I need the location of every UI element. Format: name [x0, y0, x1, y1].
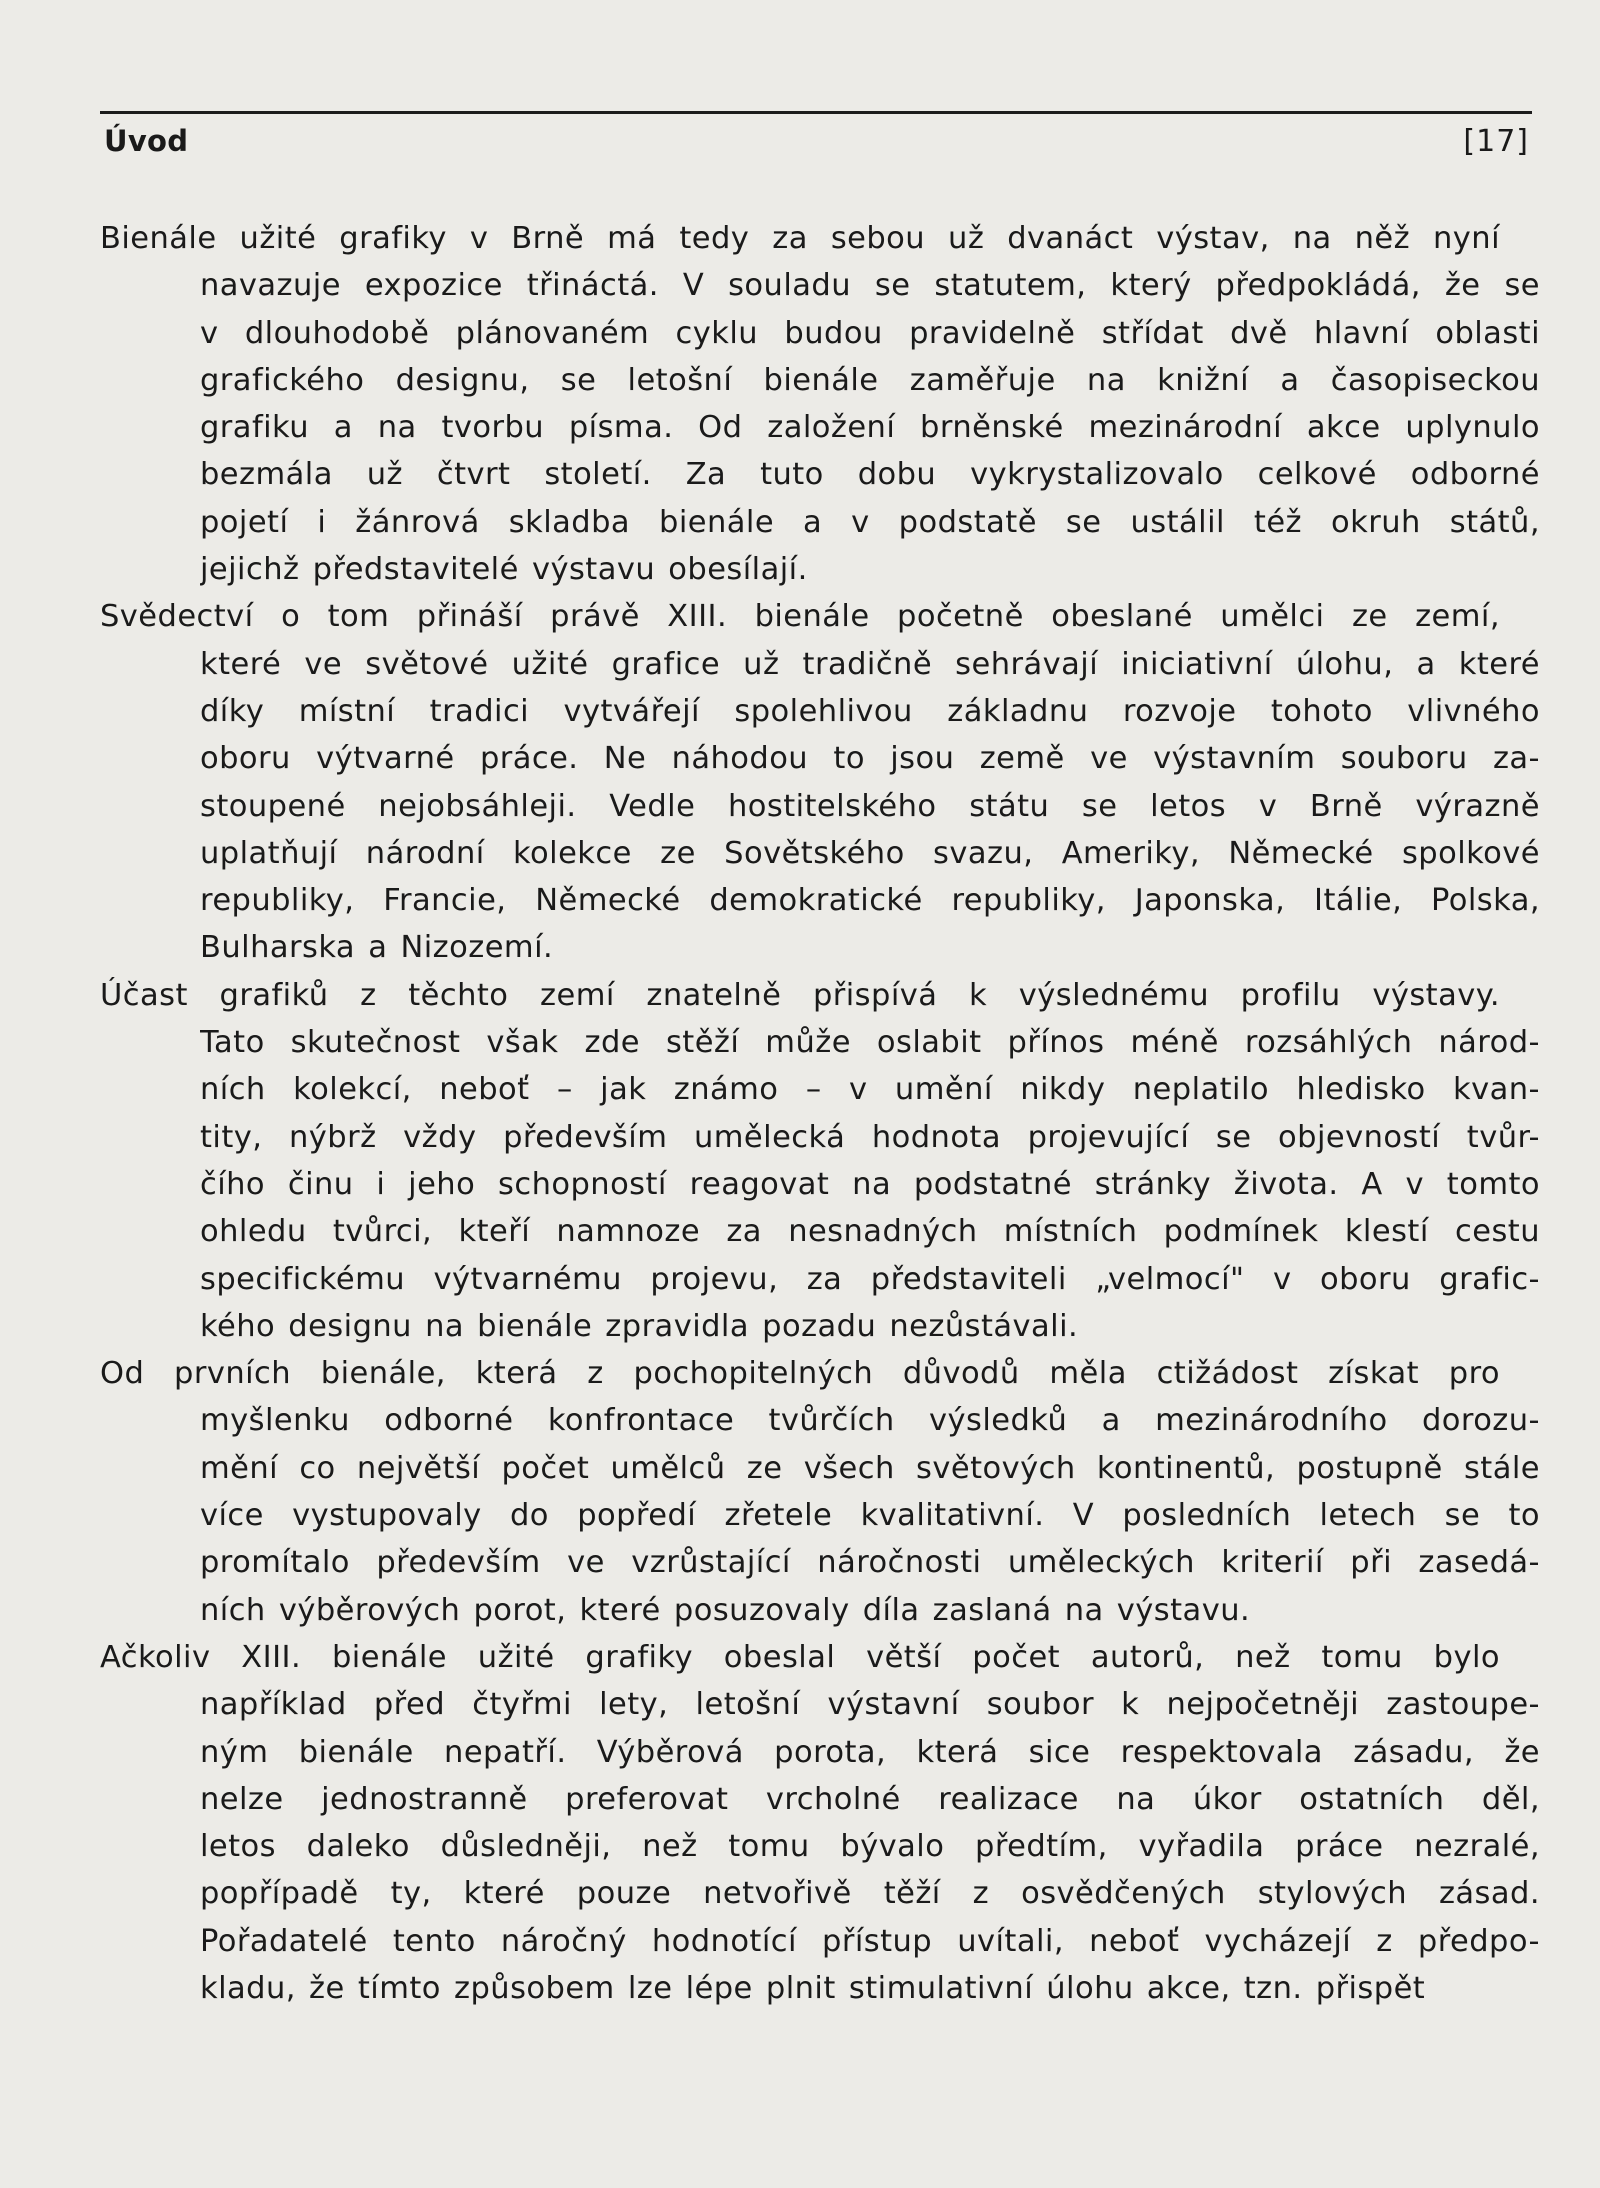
- header-rule: [100, 111, 1532, 114]
- text-line: například před čtyřmi lety, letošní výstavní soubor k nejpočetněji zastoupe-: [200, 1687, 1540, 1723]
- text-line: stoupené nejobsáhleji. Vedle hostitelského státu se letos v Brně výrazně: [200, 788, 1540, 824]
- text-line: republiky, Francie, Německé demokratické republiky, Japonska, Itálie, Polska,: [200, 883, 1540, 919]
- text-line: grafického designu, se letošní bienále zaměřuje na knižní a časopiseckou: [200, 362, 1540, 398]
- text-line: specifickému výtvarnému projevu, za představiteli „velmocí" v oboru grafic-: [200, 1261, 1540, 1297]
- text-line: bezmála už čtvrt století. Za tuto dobu vykrystalizovalo celkové odborné: [200, 457, 1540, 493]
- text-line: kého designu na bienále zpravidla pozadu nezůstávali.: [200, 1308, 1079, 1344]
- text-line: ních výběrových porot, které posuzovaly díla zaslaná na výstavu.: [200, 1592, 1251, 1628]
- text-line: myšlenku odborné konfrontace tvůrčích výsledků a mezinárodního dorozu-: [200, 1403, 1540, 1439]
- text-line: Ačkoliv XIII. bienále užité grafiky obeslal větší počet autorů, než tomu bylo: [100, 1639, 1500, 1675]
- text-line: ohledu tvůrci, kteří namnoze za nesnadných místních podmínek klestí cestu: [200, 1214, 1540, 1250]
- text-line: letos daleko důsledněji, než tomu bývalo předtím, vyřadila práce nezralé,: [200, 1829, 1540, 1865]
- text-line: Bulharska a Nizozemí.: [200, 930, 554, 966]
- text-line: díky místní tradici vytvářejí spolehlivou základnu rozvoje tohoto vlivného: [200, 693, 1540, 729]
- running-title: Úvod: [104, 124, 189, 158]
- paragraph: [100, 215, 1540, 593]
- text-line: více vystupovaly do popředí zřetele kvalitativní. V posledních letech se to: [200, 1498, 1540, 1534]
- text-line: Pořadatelé tento náročný hodnotící přístup uvítali, neboť vycházejí z předpo-: [200, 1923, 1540, 1959]
- text-line: grafiku a na tvorbu písma. Od založení brněnské mezinárodní akce uplynulo: [200, 410, 1540, 446]
- running-header: [104, 124, 1529, 164]
- body-text: [100, 215, 1540, 2012]
- text-line: promítalo především ve vzrůstající náročnosti uměleckých kriterií při zasedá-: [200, 1545, 1540, 1581]
- paragraph: [100, 1350, 1540, 1634]
- text-line: nelze jednostranně preferovat vrcholné realizace na úkor ostatních děl,: [200, 1781, 1540, 1817]
- paragraph: [100, 1634, 1540, 2012]
- text-line: Svědectví o tom přináší právě XIII. bienále početně obeslané umělci ze zemí,: [100, 599, 1500, 635]
- text-line: Účast grafiků z těchto zemí znatelně přispívá k výslednému profilu výstavy.: [100, 977, 1500, 1013]
- text-line: oboru výtvarné práce. Ne náhodou to jsou země ve výstavním souboru za-: [200, 741, 1540, 777]
- text-line: v dlouhodobě plánovaném cyklu budou pravidelně střídat dvě hlavní oblasti: [200, 315, 1540, 351]
- text-line: Od prvních bienále, která z pochopitelných důvodů měla ctižádost získat pro: [100, 1356, 1500, 1392]
- paragraph: [100, 972, 1540, 1350]
- text-line: uplatňují národní kolekce ze Sovětského svazu, Ameriky, Německé spolkové: [200, 835, 1540, 871]
- text-line: tity, nýbrž vždy především umělecká hodnota projevující se objevností tvůr-: [200, 1119, 1540, 1155]
- text-line: kladu, že tímto způsobem lze lépe plnit stimulativní úlohu akce, tzn. přispět: [200, 1970, 1426, 2006]
- text-line: Bienále užité grafiky v Brně má tedy za sebou už dvanáct výstav, na něž nyní: [100, 221, 1500, 256]
- text-line: jejichž představitelé výstavu obesílají.: [200, 552, 808, 588]
- text-line: čího činu i jeho schopností reagovat na podstatné stránky života. A v tomto: [200, 1166, 1540, 1202]
- paragraph: [100, 593, 1540, 971]
- text-line: ným bienále nepatří. Výběrová porota, která sice respektovala zásadu, že: [200, 1734, 1540, 1770]
- text-line: Tato skutečnost však zde stěží může oslabit přínos méně rozsáhlých národ-: [200, 1025, 1540, 1061]
- text-line: ních kolekcí, neboť – jak známo – v umění nikdy neplatilo hledisko kvan-: [200, 1072, 1540, 1108]
- text-line: které ve světové užité grafice už tradičně sehrávají iniciativní úlohu, a které: [200, 646, 1540, 682]
- text-line: navazuje expozice třináctá. V souladu se statutem, který předpokládá, že se: [200, 268, 1540, 304]
- text-line: pojetí i žánrová skladba bienále a v podstatě se ustálil též okruh států,: [200, 504, 1540, 540]
- text-line: popřípadě ty, které pouze netvořivě těží z osvědčených stylových zásad.: [200, 1876, 1540, 1912]
- text-line: mění co největší počet umělců ze všech světových kontinentů, postupně stále: [200, 1450, 1540, 1486]
- page-number: [17]: [1463, 124, 1529, 159]
